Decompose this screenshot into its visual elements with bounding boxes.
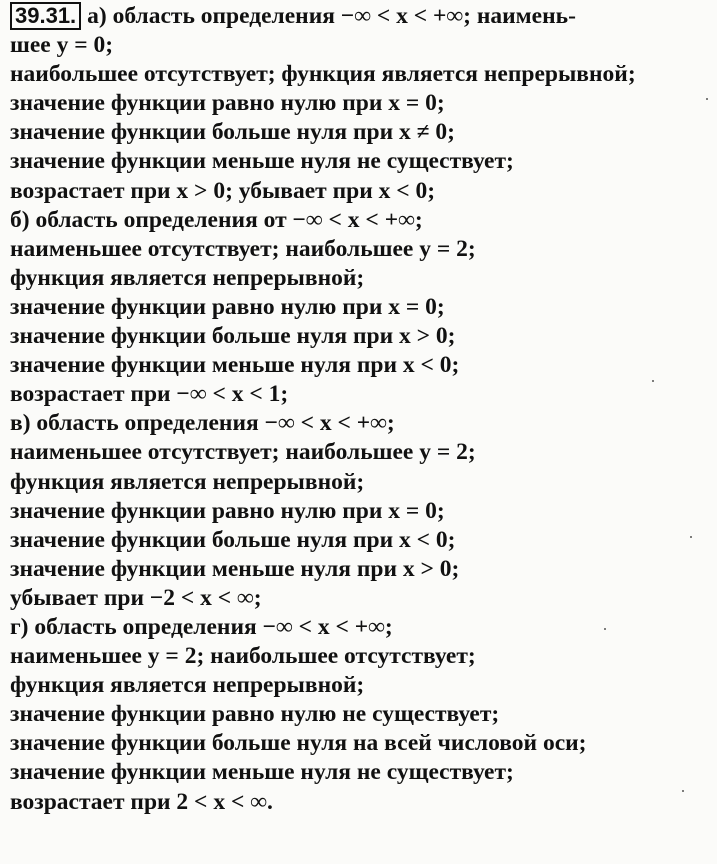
line-text: а) область определения −∞ < x < +∞; наимень-	[87, 3, 576, 29]
text-line: функция является непрерывной;	[10, 468, 365, 495]
text-line: значение функции равно нулю не существует;	[10, 701, 500, 728]
text-line: значение функции меньше нуля не существует;	[10, 759, 514, 786]
text-line: значение функции равно нулю при x = 0;	[10, 90, 445, 117]
text-line: значение функции меньше нуля при x > 0;	[10, 555, 460, 582]
text-line: возрастает при 2 < x < ∞.	[10, 788, 273, 815]
text-line: значение функции меньше нуля не существует;	[10, 148, 514, 175]
text-line: значение функции меньше нуля при x < 0;	[10, 352, 460, 379]
text-line: значение функции больше нуля на всей числовой оси;	[10, 730, 587, 757]
text-line: наименьшее y = 2; наибольшее отсутствует;	[10, 643, 476, 670]
text-line: в) область определения −∞ < x < +∞;	[10, 410, 395, 437]
scan-speck	[682, 790, 684, 792]
text-line: возрастает при x > 0; убывает при x < 0;	[10, 177, 436, 204]
problem-number: 39.31.	[10, 2, 81, 30]
text-line: б) область определения от −∞ < x < +∞;	[10, 206, 423, 233]
text-line: значение функции больше нуля при x < 0;	[10, 526, 456, 553]
text-line	[10, 2, 715, 31]
scan-speck	[604, 628, 606, 630]
text-line: убывает при −2 < x < ∞;	[10, 584, 262, 611]
text-line: функция является непрерывной;	[10, 264, 365, 291]
text-line: наименьшее отсутствует; наибольшее y = 2;	[10, 439, 476, 466]
text-line: значение функции больше нуля при x ≠ 0;	[10, 119, 455, 146]
text-line: наименьшее отсутствует; наибольшее y = 2;	[10, 235, 476, 262]
scan-speck	[706, 98, 708, 100]
text-line: значение функции больше нуля при x > 0;	[10, 323, 456, 350]
text-line: значение функции равно нулю при x = 0;	[10, 293, 445, 320]
text-line: функция является непрерывной;	[10, 672, 365, 699]
text-line: возрастает при −∞ < x < 1;	[10, 381, 289, 408]
text-line: значение функции равно нулю при x = 0;	[10, 497, 445, 524]
text-line: наибольшее отсутствует; функция является непрерывной;	[10, 61, 636, 88]
scan-speck	[690, 536, 692, 538]
scan-speck	[652, 380, 654, 382]
text-line: г) область определения −∞ < x < +∞;	[10, 613, 393, 640]
text-line: шее y = 0;	[10, 32, 114, 59]
solution-text	[10, 2, 715, 817]
